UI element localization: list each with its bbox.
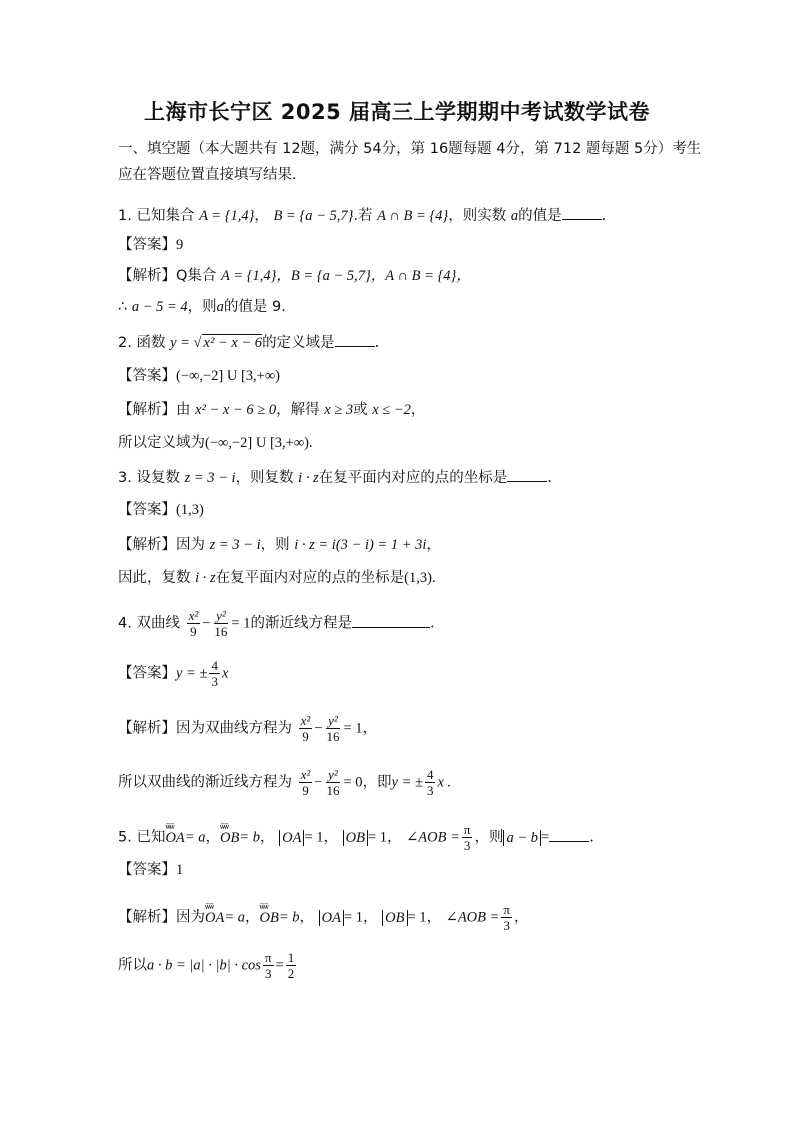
q5-analysis-2: 所以a · b = |a| · |b| · cos $\frac{\pi}{3}$ = $\frac{1}{2}$: [118, 950, 295, 981]
fraction: [299, 767, 313, 798]
q4-analysis-2: [118, 767, 451, 798]
q3-ana2-coord: 在复平面内对应的点的坐标是: [215, 570, 405, 586]
analysis-label: 【解析】: [118, 268, 176, 284]
q5-ana-because: 因为: [176, 909, 205, 926]
frac-den: 16: [214, 624, 228, 639]
q4-ana2-text: 所以双曲线的渐近线方程为: [118, 774, 292, 791]
frac-den: 9: [302, 783, 309, 798]
q2-stem: 2. 函数: [118, 335, 166, 351]
answer-label: 【答案】: [118, 237, 176, 253]
q4-ana-text: 因为双曲线方程为: [176, 720, 292, 737]
q2-func: y =: [170, 335, 194, 351]
q5-answer: [118, 861, 183, 879]
q5-analysis-1: 【解析】因为ѿѿ OA= a，ѿѿ OB= b， OA = 1， OB = 1， ∠AOB = $\frac{\pi}{3}$ ，: [118, 902, 529, 933]
q2-ana2-math: (−∞,−2] U [3,+∞).: [205, 435, 313, 451]
q3-stem: 3. 设复数: [118, 470, 180, 486]
frac-num: y²: [216, 608, 226, 623]
angle-aob: ∠AOB =: [445, 909, 500, 926]
q1-ana2-text: ，则: [187, 299, 217, 315]
q5-eq-a: = a: [224, 909, 246, 926]
q1-analysis-1: [118, 267, 471, 285]
q3-then: ，则复数: [235, 470, 294, 486]
answer-label: 【答案】: [118, 665, 176, 682]
question-4: 4. 双曲线 $\frac{\text{x²}}{9}$ − $\frac{\text{y²}}{16}$ = 1的渐近线方程是 .: [118, 608, 435, 639]
section-intro-line-1: 一、填空题（本大题共有 12题，满分 54分，第 16题每题 4分，第 712 题每题 5分）考生: [118, 141, 702, 157]
fraction: [209, 658, 220, 689]
fraction: [324, 713, 341, 744]
answer-blank: [562, 205, 602, 220]
answer-label: 【答案】: [118, 862, 176, 878]
fraction: [299, 713, 313, 744]
therefore-symbol: ∴: [118, 299, 128, 315]
q1-then: ，则实数: [448, 208, 507, 224]
vector-ob: ѿѿ OB: [260, 909, 279, 927]
fraction: [212, 608, 229, 639]
q4-ana2-y: y = ±: [391, 774, 423, 791]
fraction: [425, 767, 436, 798]
frac-num: y²: [328, 713, 338, 728]
comma: ，: [362, 720, 378, 737]
q3-ana2-iz: i · z: [195, 570, 216, 586]
page-title: 上海市长宁区 2025 届高三上学期期中考试数学试卷: [143, 100, 651, 124]
q5-eq-b: = b: [239, 829, 260, 846]
q5-eq-a: = a: [184, 829, 206, 846]
q3-ana-because: 因为: [176, 537, 205, 553]
frac-num: x²: [188, 608, 199, 623]
answer-blank: [352, 613, 430, 628]
q4-answer: [118, 658, 228, 689]
q1-if: .若: [353, 208, 373, 224]
frac-num: π: [463, 822, 471, 837]
q2-ana-ineq: x² − x − 6 ≥ 0: [195, 402, 277, 418]
q3-iz: i · z: [298, 470, 319, 486]
q3-analysis-2: [118, 569, 436, 587]
q1-intersection: A ∩ B = {4}: [377, 208, 449, 224]
q2-ana2-text: 所以定义域为: [118, 435, 205, 451]
q2-analysis-2: [118, 434, 313, 452]
equals: = 1: [343, 720, 363, 737]
q1-answer-value: 9: [176, 237, 184, 253]
abs-oa: OA: [319, 910, 344, 926]
equals: = 0: [343, 774, 363, 791]
frac-num: π: [264, 950, 272, 965]
q1-analysis-2: [118, 298, 286, 316]
fraction: [286, 950, 297, 981]
answer-blank: [507, 467, 547, 482]
minus: −: [314, 720, 323, 737]
frac-num: 4: [426, 767, 434, 782]
q1-ana2-result: 的值是 9.: [223, 299, 286, 315]
q2-ana-x2: x ≤ −2: [372, 402, 411, 418]
analysis-label: 【解析】: [118, 537, 176, 553]
q2-ana-text: 由: [176, 402, 191, 418]
q5-stem: 5. 已知: [118, 829, 166, 846]
equals: = 1: [231, 615, 251, 632]
question-3: 3. 设复数 z = 3 − i，则复数 i · z在复平面内对应的点的坐标是 .: [118, 467, 552, 487]
equals-one: = 1: [407, 909, 427, 926]
analysis-label: 【解析】: [118, 909, 176, 926]
q4-ana2-x: x .: [437, 774, 452, 791]
q2-domain: 的定义域是: [262, 335, 335, 351]
fraction: [324, 767, 341, 798]
sqrt-symbol: √: [193, 335, 202, 351]
analysis-label: 【解析】: [118, 720, 176, 737]
q4-asymptote: 的渐近线方程是: [250, 615, 352, 632]
q1-ana-text: Q集合: [176, 268, 217, 284]
fraction: [462, 822, 473, 853]
answer-blank: [335, 332, 375, 347]
q3-answer: [118, 501, 204, 519]
frac-den: 9: [190, 624, 197, 639]
answer-label: 【答案】: [118, 368, 176, 384]
q5-eq-b: = b: [278, 909, 300, 926]
q3-ana-comma: ，: [426, 537, 441, 553]
q3-coord: 在复平面内对应的点的坐标是: [318, 470, 508, 486]
frac-den: 2: [287, 966, 295, 981]
q3-z: z = 3 − i: [184, 470, 236, 486]
frac-den: 3: [211, 674, 218, 689]
q4-ans-x: x: [221, 665, 229, 682]
fraction: [501, 902, 512, 933]
minus: −: [314, 774, 323, 791]
frac-num: π: [503, 902, 510, 917]
vector-oa: ѿѿ OA: [205, 909, 224, 927]
abs-ob: OB: [343, 830, 368, 846]
angle-aob: ∠AOB =: [406, 829, 460, 846]
q2-ana-solve: ，解得: [276, 402, 320, 418]
frac-den: 3: [463, 838, 471, 853]
q1-set-a: A = {1,4}: [199, 208, 255, 224]
frac-den: 3: [503, 918, 510, 933]
vector-ob: ѿѿ OB: [220, 829, 239, 847]
frac-den: 3: [426, 783, 434, 798]
section-intro-line-2: 应在答题位置直接填写结果.: [118, 167, 297, 183]
q3-ana-calc: i · z = i(3 − i) = 1 + 3i: [294, 537, 427, 553]
frac-num: 1: [287, 950, 295, 965]
q2-ana-or: 或: [353, 402, 368, 418]
q2-radicand: x² − x − 6: [203, 335, 263, 351]
q3-ana-then: ，则: [260, 537, 290, 553]
q2-answer-value: (−∞,−2] U [3,+∞): [176, 368, 280, 384]
frac-den: 16: [326, 729, 340, 744]
q5-answer-value: 1: [176, 862, 184, 878]
equals-one: = 1: [304, 829, 324, 846]
abs-ob: OB: [382, 910, 407, 926]
vector-oa: ѿѿ OA: [165, 829, 184, 847]
frac-den: 9: [302, 729, 309, 744]
question-2: 2. 函数 y = √ x² − x − 6的定义域是 .: [118, 332, 379, 352]
q5-ana2-so: 所以: [118, 957, 147, 974]
q2-analysis-1: [118, 401, 425, 419]
frac-num: x²: [300, 713, 311, 728]
frac-num: 4: [211, 658, 218, 673]
fraction: [263, 950, 274, 981]
fraction: [187, 608, 201, 639]
q3-analysis-1: [118, 536, 441, 554]
dot-product: a · b = |a| · |b| · cos: [147, 957, 261, 974]
comma: ，: [514, 909, 529, 926]
q1-var: a: [510, 208, 519, 224]
q3-ana2-text: 因此，复数: [118, 570, 191, 586]
abs-a-minus-b: a − b: [503, 830, 541, 846]
answer-label: 【答案】: [118, 502, 176, 518]
q1-stem: 1. 已知集合: [118, 208, 195, 224]
q3-ana-z: z = 3 − i: [209, 537, 261, 553]
q5-then: ，则: [474, 829, 504, 846]
q2-ana-x1: x ≥ 3: [324, 402, 354, 418]
abs-oa: OA: [279, 830, 304, 846]
q4-ans-y: y = ±: [176, 665, 208, 682]
equals-one: = 1: [343, 909, 364, 926]
q1-ana2-var: a: [216, 299, 224, 315]
frac-num: y²: [328, 767, 338, 782]
q4-analysis-1: [118, 713, 377, 744]
equals: =: [541, 829, 550, 846]
analysis-label: 【解析】: [118, 402, 176, 418]
q4-stem: 4. 双曲线: [118, 615, 180, 632]
q1-ana2-math: a − 5 = 4: [131, 299, 188, 315]
frac-den: 16: [326, 783, 340, 798]
question-5: 5. 已知ѿѿ OA= a，ѿѿ OB= b， OA = 1， OB = 1， ∠AOB = $\frac{\pi}{3}$ ，则 a − b = .: [118, 822, 594, 853]
question-1: 1. 已知集合 A = {1,4}， B = {a − 5,7}.若 A ∩ B = {4}，则实数 a的值是 .: [118, 205, 606, 225]
minus: −: [202, 615, 211, 632]
equals-one: = 1: [367, 829, 388, 846]
q1-set-b: B = {a − 5,7}: [273, 208, 354, 224]
q4-ana2-ie: ，即: [362, 774, 392, 791]
answer-blank: [549, 827, 589, 842]
q3-answer-value: (1,3): [176, 502, 204, 518]
q2-ana-comma: ，: [410, 402, 426, 418]
q1-value: 的值是: [518, 208, 562, 224]
q3-ana2-point: (1,3).: [404, 570, 436, 586]
frac-den: 3: [264, 966, 272, 981]
frac-num: x²: [300, 767, 311, 782]
q1-answer: [118, 236, 183, 254]
q2-answer: [118, 367, 280, 385]
q1-ana-math: A = {1,4}，B = {a − 5,7}，A ∩ B = {4}，: [221, 268, 471, 284]
